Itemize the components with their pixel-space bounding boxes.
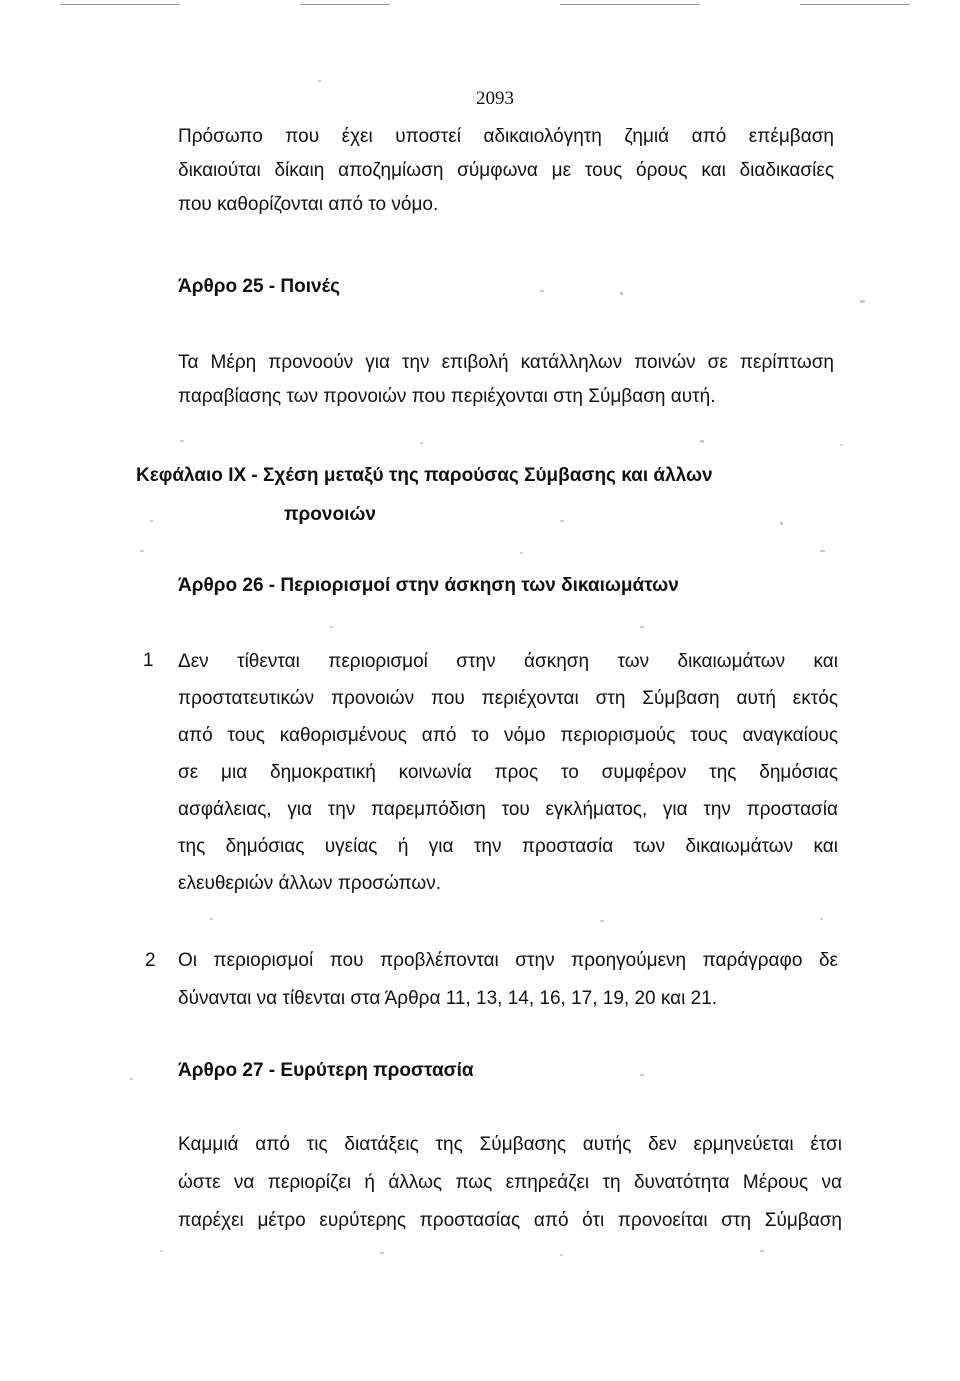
paragraph-line: προστατευτικών προνοιών που περιέχονται στη Σύμβαση αυτή εκτός [178,688,838,709]
article-26-heading: Άρθρο 26 - Περιορισμοί στην άσκηση των δικαιωμάτων [178,575,679,596]
paragraph-line: που καθορίζονται από το νόμο. [178,194,439,215]
paragraph-line: Πρόσωπο που έχει υποστεί αδικαιολόγητη ζημιά από επέμβαση [178,126,834,147]
paragraph-line: από τους καθορισμένους από το νόμο περιορισμούς τους αναγκαίους [178,725,838,746]
paragraph-line: της δημόσιας υγείας ή για την προστασία των δικαιωμάτων και [178,836,838,857]
article-25-heading: Άρθρο 25 - Ποινές [178,276,341,297]
scan-speck [560,520,564,522]
article-26-paragraph-2 [178,942,838,1018]
scan-speck [780,522,783,525]
scan-speck [130,1078,133,1080]
paragraph-line: Τα Μέρη προνοούν για την επιβολή κατάλληλων ποινών σε περίπτωση [178,352,834,373]
scan-speck [140,550,144,552]
page-number: 2093 [476,88,514,109]
scan-speck [210,918,213,920]
scan-speck [620,292,623,295]
scan-speck [540,290,544,292]
scan-speck [160,1250,163,1252]
scan-speck [760,1250,764,1252]
scan-speck [820,918,823,920]
scan-speck [150,520,153,522]
paragraph-line: ελευθεριών άλλων προσώπων. [178,873,442,894]
scan-speck [380,1252,384,1254]
scan-speck [560,1254,563,1256]
chapter-9-heading-line-2: προνοιών [284,504,376,525]
paragraph-line: δύνανται να τίθενται στα Άρθρα 11, 13, 14, 16, 17, 19, 20 και 21. [178,988,718,1009]
scan-speck [520,552,523,554]
scan-speck [840,444,843,446]
paragraph-line: σε μια δημοκρατική κοινωνία προς το συμφέρον της δημόσιας [178,762,838,783]
scan-speck [700,440,704,443]
article-24-tail-paragraph [178,120,834,222]
paragraph-line: παραβίασης των προνοιών που περιέχονται στη Σύμβαση αυτή. [178,386,716,407]
article-27-heading: Άρθρο 27 - Ευρύτερη προστασία [178,1060,474,1081]
scan-speck [180,440,184,442]
scan-artifact-line [800,4,910,5]
scan-artifact-line [60,4,180,5]
chapter-9-heading-line-1: Κεφάλαιο ΙΧ - Σχέση μεταξύ της παρούσας Σύμβασης και άλλων [136,465,713,486]
paragraph-line: δικαιούται δίκαιη αποζημίωση σύμφωνα με τους όρους και διαδικασίες [178,160,834,181]
paragraph-line: Δεν τίθενται περιορισμοί στην άσκηση των δικαιωμάτων και [178,651,838,672]
paragraph-number: 1 [143,650,154,671]
paragraph-line: Οι περιορισμοί που προβλέπονται στην προηγούμενη παράγραφο δε [178,950,838,971]
article-25-paragraph [178,346,834,414]
scan-speck [820,550,825,552]
paragraph-number: 2 [145,950,156,971]
article-27-paragraph [178,1126,842,1240]
paragraph-line: παρέχει μέτρο ευρύτερης προστασίας από ότι προνοείται στη Σύμβαση [178,1210,842,1231]
paragraph-line: ώστε να περιορίζει ή άλλως πως επηρεάζει τη δυνατότητα Μέρους να [178,1172,842,1193]
scan-speck [640,626,644,628]
article-26-paragraph-1 [178,643,838,902]
scan-speck [860,300,865,303]
scan-speck [640,1074,644,1076]
scan-artifact-line [300,4,390,5]
scan-speck [600,920,604,922]
scan-speck [420,442,423,444]
scan-speck [318,80,321,82]
paragraph-line: ασφάλειας, για την παρεμπόδιση του εγκλήματος, για την προστασία [178,799,838,820]
scan-speck [330,626,333,628]
paragraph-line: Καμμιά από τις διατάξεις της Σύμβασης αυτής δεν ερμηνεύεται έτσι [178,1134,842,1155]
scan-artifact-line [560,4,700,5]
